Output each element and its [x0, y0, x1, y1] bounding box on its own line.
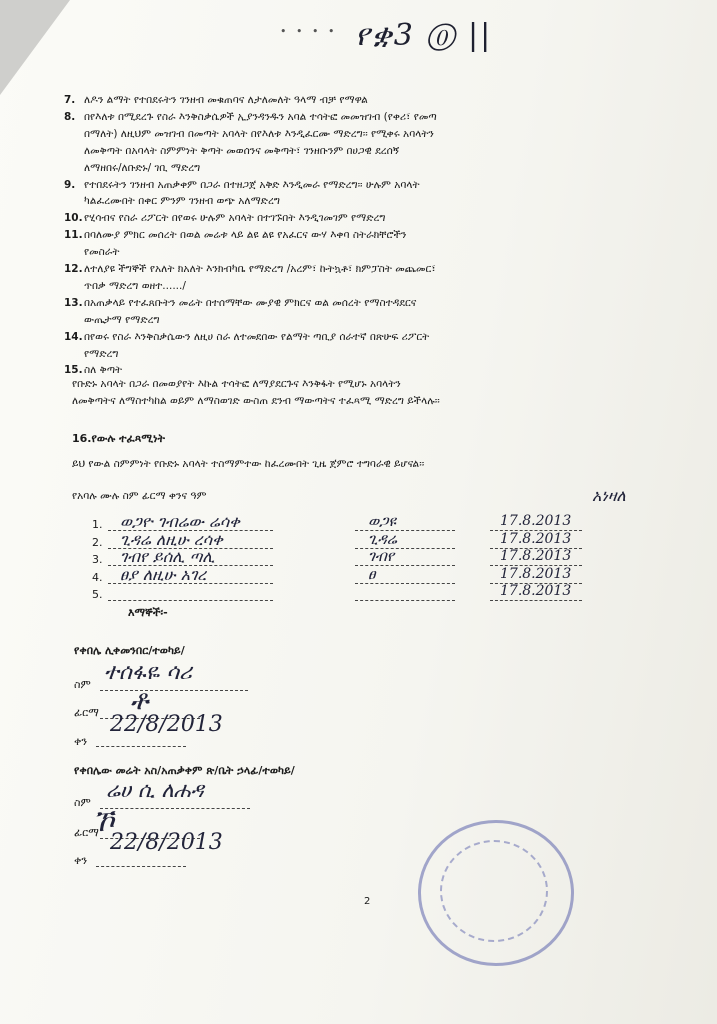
member-name: ገብየ ይሰሊ ጣሊ: [120, 547, 215, 566]
clause-text: ለተለያዩ ችግኞች የአለት ክአለት እንክብካቤ የማድረግ /አረም፣ ኩትኳቶ፣ ክምፓስት መጨመር፣: [84, 263, 436, 275]
receiver2-name-value: ሬሀ ሲ ለሐዳ: [106, 778, 204, 802]
clause-number: 13.: [64, 296, 83, 309]
receiver1-title: የቀበሌ ሊቀመንበር/ተወካይ/: [74, 644, 185, 657]
clause-line: [64, 329, 664, 346]
receiver2-name-label: ስም: [74, 796, 91, 809]
clause-number: 8.: [64, 110, 76, 123]
clause-text: በአጠቃላይ የተፈጸቡትን መሬት በተሰማቸው ሙያዊ ምክርና ወል መሰረት የማስተዳደርና: [84, 296, 417, 309]
witnesses-label: እማኞች፡-: [128, 606, 168, 619]
member-name: ወጋዮ ገብሬው ሬሳቀ: [120, 512, 240, 531]
member-date: 17.8.2013: [500, 513, 572, 529]
clause-number: 15.: [64, 364, 83, 377]
signature-row-number: 5.: [92, 588, 103, 601]
clause-text: ለመቅጣት በአባላት ስምምነት ቅጣት መወሰንና መቅጣት፣ ገንዘቡንም በሀጋዊ ደረሰኝ: [84, 144, 400, 157]
clause-number: 9.: [64, 178, 76, 191]
clause-text: የተበደሩትን ገንዘብ አጠቃቀም በጋራ በተዘጋጀ አቅድ እንዲመራ የማድረግ፡፡ ሁሉም አባላት: [84, 178, 420, 191]
clause-line: [64, 244, 664, 261]
member-name: ፀያ ለዚሁ አገረ: [120, 564, 207, 584]
member-signature: ወጋዩ: [368, 512, 396, 530]
clause-line: [64, 126, 664, 143]
section-16-text: ይህ የውል ስምምነት የቡድኑ አባላት ተስማምተው ከፈረሙበት ጊዜ ጀምሮ ተግባራዊ ይሆናል፡፡: [72, 458, 425, 470]
clause-text: የመስራት: [84, 246, 120, 259]
member-date: 17.8.2013: [500, 530, 572, 547]
clause-line: [64, 261, 664, 278]
receiver2-date-value: 22/8/2013: [110, 830, 223, 855]
clause-line: [64, 312, 664, 329]
receiver1-name-line: [100, 690, 248, 691]
signature-row-number: 2.: [92, 535, 103, 549]
clause-line: [64, 346, 664, 363]
clause-line: [64, 362, 664, 379]
name-line: [108, 600, 273, 601]
clause-text: ለማዘበሩ/ለቡድኑ/ ገቢ ማድረግ: [84, 161, 201, 174]
clause-number: 11.: [64, 229, 83, 242]
date-line: [490, 600, 582, 601]
clause-number: 12.: [64, 263, 83, 275]
clause-line: [64, 109, 664, 126]
member-signature: ጊዳሬ: [368, 529, 397, 548]
receiver1-date-value: 22/8/2013: [110, 712, 223, 737]
clause-text: የማድረግ: [84, 347, 119, 360]
receiver2-date-label: ቀን: [74, 854, 88, 867]
clause-number: 10.: [64, 212, 83, 225]
receiver1-signature: ቶ: [130, 683, 149, 716]
receiver1-name-value: ተሰፋዬ ሳሪ: [104, 660, 192, 685]
section-16-title: 16.የውሉ ተፈጻሚነት: [72, 432, 165, 445]
handwritten-page-number: የቋ3 ⓪ ||: [355, 18, 493, 53]
receiver1-date-label: ቀን: [74, 735, 88, 748]
clause-text: በየእለቱ በሚደረጉ የስራ እንቅስቃሴዎች ኢያንዳንዱን አባል ተሳትፎ መመዝገብ (የቀሪ፣ የመጣ: [84, 110, 437, 123]
clause-text: የሂሳብና የስራ ሪፖርት በየወሩ ሁሉም አባላት በተገኙበት እንዲገመገም የማድረግ: [84, 212, 386, 225]
clause-text: ውጤታማ የማድረግ: [84, 313, 160, 326]
clause-line: [64, 177, 664, 194]
receiver1-name-label: ስም: [74, 678, 91, 691]
signature-row-number: 1.: [92, 518, 103, 531]
clause-text: ጥበቃ ማድረግ ወዘተ....../: [84, 279, 186, 292]
penalty-paragraph-line-1: የቡድኑ አባላት በጋራ በመወያየት እኩል ተሳትፎ ለማያደርጉና እንቅፋት የሚሆኑ አባላትን: [72, 378, 401, 390]
clause-text: በማለት) ለዚህም መዝገብ በመጣት አባላት በየእለቱ እንዲፈርሙ ማድረግ፡፡ የሚቀሩ አባላትን: [84, 127, 434, 140]
header-dots: • • • •: [280, 25, 338, 38]
clause-text: ስለ ቅጣት: [84, 364, 123, 377]
signature-line: [355, 583, 455, 584]
receiver1-date-line: [96, 746, 186, 747]
signature-row-number: 4.: [92, 570, 103, 584]
member-date: 17.8.2013: [500, 548, 572, 564]
member-name: ጊዳሬ ለዚሁ ረሳቀ: [120, 529, 223, 549]
clause-line: [64, 160, 664, 177]
official-stamp-inner: [440, 840, 548, 942]
receiver1-sign-label: ፊርማ: [74, 706, 99, 719]
clause-line: [64, 278, 664, 295]
clause-text: ለዶን ልማት የተበደሩትን ገንዘብ መቁጠባና ለታለመለት ዓላማ ብቻ የማዋል: [84, 94, 368, 106]
clause-number: 7.: [64, 94, 76, 106]
clause-line: [64, 193, 664, 210]
clause-text: ካልፈረሙበት በቀር ምንም ገንዘብ ወጭ አለማድረግ: [84, 195, 280, 208]
clause-text: በየወሩ የስራ እንቅስቃሴውን ለዚሀ ስራ ለተመደበው የልማት ጣቢያ ሰራተኛ በጽሁፍ ሪፖርት: [84, 330, 430, 343]
receiver2-name-line: [100, 808, 250, 809]
signature-table-header: የአባሉ ሙሉ ስም ፊርማ ቀንና ዓም: [72, 490, 207, 502]
signature-line: [355, 600, 455, 601]
clause-line: [64, 210, 664, 227]
clause-line: [64, 227, 664, 244]
clause-number: 14.: [64, 330, 83, 343]
clause-line: [64, 295, 664, 312]
member-signature: ገብየ: [368, 547, 395, 565]
receiver2-date-line: [96, 866, 186, 867]
receiver2-sign-label: ፊርማ: [74, 826, 99, 839]
handwritten-note: አነዛለ: [592, 486, 626, 505]
penalty-paragraph-line-2: ለመቅጣትና ለማስተካከል ወይም ለማስወገድ ውስጠ ደንብ ማውጣትና ተፈጻሚ ማድረግ ይችላሉ፡፡: [72, 395, 440, 407]
clause-line: [64, 143, 664, 160]
page-number: 2: [364, 896, 371, 907]
member-signature: ፀ: [368, 564, 376, 583]
receiver2-title: የቀበሌው መሬት አስ/አጠቃቀም ጽ/ቤት ኃላፊ/ተወካይ/: [74, 764, 295, 777]
member-date: 17.8.2013: [500, 565, 572, 582]
member-date: 17.8.2013: [500, 583, 572, 599]
folded-corner: [0, 0, 70, 95]
signature-row-number: 3.: [92, 553, 103, 566]
clause-text: በባለሙያ ምክር መሰረት በወል መሬቱ ላይ ልዩ ልዩ የአፈርና ውሃ እቀባ ስትራክቸሮችን: [84, 229, 407, 242]
receiver2-signature: ኾ: [92, 804, 114, 839]
clause-line: [64, 92, 664, 109]
